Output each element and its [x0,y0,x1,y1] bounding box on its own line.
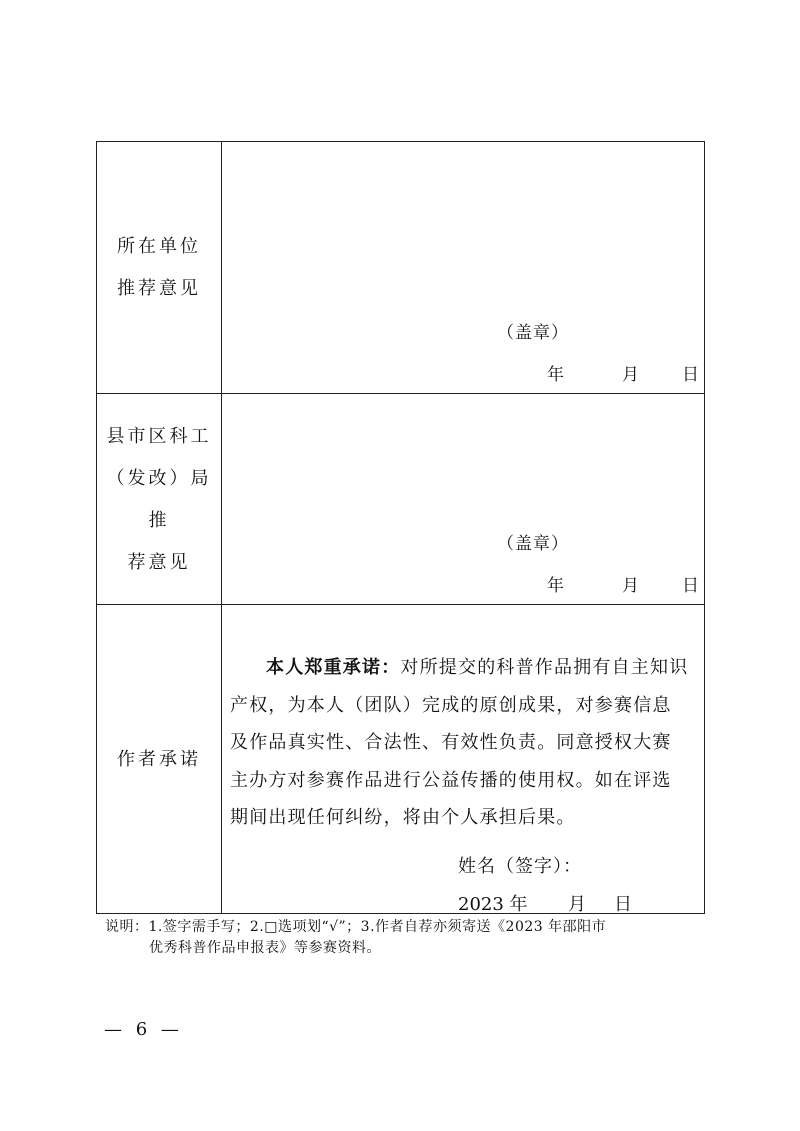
note-line: 优秀科普作品申报表》等参赛资料。 [149,940,381,956]
label-line: 作者承诺 [117,748,201,770]
seal-label: （盖章） [497,323,569,343]
year-label: 年 [547,576,564,596]
unit-recommendation-label [97,142,222,393]
label-line: （发改）局推 [106,467,212,531]
pledge-lead: 本人郑重承诺： [266,657,401,678]
month-label: 月 [622,365,639,385]
county-recommendation-row [97,393,704,605]
author-pledge-field [222,605,704,914]
seal-label: （盖章） [497,534,569,554]
unit-recommendation-row [97,142,704,393]
day-label: 日 [682,365,699,385]
county-recommendation-field[interactable] [222,394,704,605]
instructions-note [105,917,705,959]
label-line: 荐意见 [127,551,191,573]
pledge-text [230,649,690,837]
recommendation-form-table [96,141,705,914]
month-label: 月 [622,576,639,596]
label-line: 县市区科工 [106,425,212,447]
county-recommendation-label [97,394,222,605]
author-pledge-row [97,604,704,914]
label-line: 所在单位 [117,235,201,257]
page-number: — 6 — [104,1019,183,1040]
label-line: 推荐意见 [117,277,201,299]
pledge-body: 对所提交的科普作品拥有自主知识产权，为本人（团队）完成的原创成果，对参赛信息及作品真实性、合法性、有效性负责。同意授权大赛主办方对参赛作品进行公益传播的使用权。如在评选期间出现任何纠纷，将由个人承担后果。 [230,657,689,828]
month-label: 月 [568,894,586,915]
year-label: 2023 年 [458,894,528,915]
signature-field[interactable]: 姓名（签字）： [458,856,582,877]
author-pledge-label [97,605,222,914]
unit-recommendation-field[interactable] [222,142,704,393]
note-line: 说明：1.签字需手写；2.□选项划“√”；3.作者自荐亦须寄送《2023 年邵阳市 [105,919,607,935]
day-label: 日 [614,894,632,915]
year-label: 年 [547,365,564,385]
day-label: 日 [682,576,699,596]
